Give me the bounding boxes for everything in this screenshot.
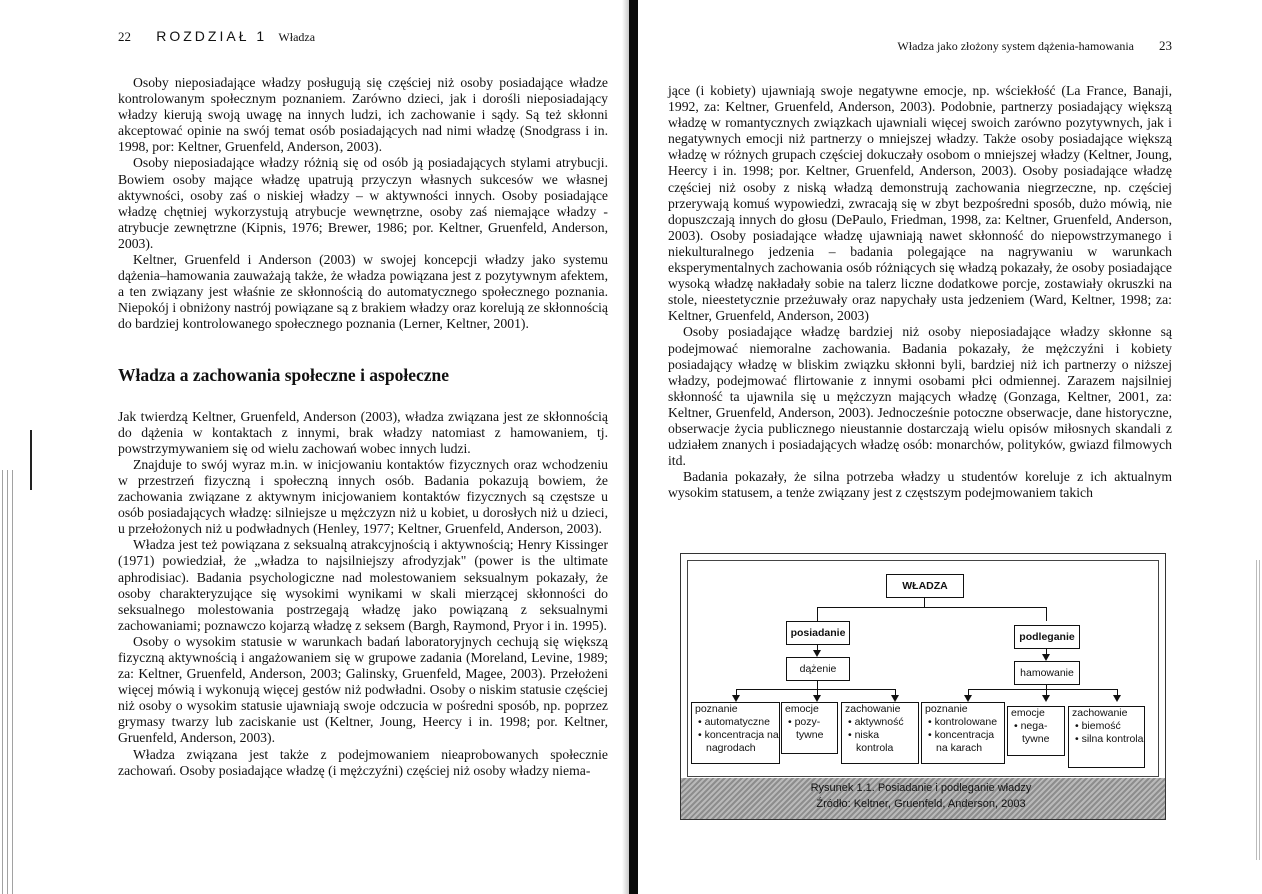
arrow-down-icon	[813, 650, 821, 657]
node-dazenie: dążenie	[786, 657, 850, 681]
paragraph: Osoby nieposiadające władzy posługują się częściej niż osoby posiadające władze kontrolowanym społecznym poznaniem. Zarówno dzieci, jak i dorośli nieposiadający władzy kierują swoją uwagę na innych ludzi, ich zachowanie i sądy. Są też skłonni akceptować opinie na swój temat osób posiadających nad nimi władzę (Snodgrass i in. 1998, por: Keltner, Gruenfeld, Anderson, 2003).	[118, 75, 608, 155]
node-wladza: WŁADZA	[886, 574, 964, 598]
arrow-down-icon	[1042, 654, 1050, 661]
node-podleganie: podleganie	[1014, 625, 1080, 649]
paragraph: jące (i kobiety) ujawniają swoje negatywne emocje, np. wściekłość (La France, Banaji, 1992, za: Keltner, Gruenfeld, Anderson, 2003). Podobnie, partnerzy posiadający większą władzę w romantycznych związkach ujawniali więcej swoich zarówno pozytywnych, jak i negatywnych emocji niż partnerzy o mniejszej władzy. Także osoby posiadające większą władzę w różnych grupach częściej dokuczały osobom o mniejszej władzy (Keltner, Joung, Heercy i in. 1998; por. Keltner, Gruenfeld, Anderson, 2003). Osoby posiadające władzę częściej niż osoby z niską władzą demonstrują zachowania niegrzeczne, np. częściej przerywają komuś wypowiedzi, zwracają się w zbyt bezpośredni sposób, dużo mówią, nie dopuszczają innych do głosu (DePaulo, Friedman, 1998, za: Keltner, Gruenfeld, Anderson, 2003). Osoby posiadające władzę ujawniają nawet skłonność do niepowstrzymanego i niekulturalnego jedzenia – badania polegające na nagrywaniu w warunkach eksperymentalnych zachowania osób różniących się władzą pokazały, że osoby posiadające wysoką władzę nakładały sobie na talerz liczne dodatkowe porcje, zostawiały okruszki na stole, nieestetycznie przeżuwały oraz napychały usta jedzeniem (Ward, Keltner, 1998; za: Keltner, Gruenfeld, Anderson, 2003)	[668, 83, 1172, 324]
left-page-number: 22	[118, 29, 131, 44]
leaf-item: • kontrolowane	[926, 716, 1004, 729]
arrow-down-icon	[1042, 695, 1050, 702]
node-posiadanie: posiadanie	[786, 621, 850, 645]
left-page-body	[118, 75, 608, 779]
page-edge-right	[1254, 560, 1262, 860]
leaf-title: emocje	[1011, 707, 1045, 719]
caption-line: Rysunek 1.1. Posiadanie i podleganie władzy	[810, 782, 1032, 794]
paragraph: Osoby posiadające władzę bardziej niż osoby nieposiadające władzy skłonne są podejmować niemoralne zachowania. Badania pokazały, że mężczyźni i kobiety posiadający władzę w bliskim związku skłonni byli, bardziej niż ich partnerzy o niższej władzy, podejmować flirtowanie z innymi osobami płci odmiennej. Zarazem najsilniej skłonność ta ujawnila się u mężczyzn mających władzę (Gonzaga, Keltner, 2001, za: Keltner, Gruenfeld, Anderson, 2003). Jednocześnie potoczne obserwacje, dane historyczne, obserwacje życia publicznego nieustannie dostarczają wielu opisów miłosnych skandali z udziałem znanych i posiadających władzę osób: monarchów, polityków, gwiazd filmowych itd.	[668, 324, 1172, 469]
diagram-frame	[687, 560, 1159, 777]
margin-mark	[30, 430, 32, 490]
connector	[1046, 607, 1047, 621]
leaf-title: poznanie	[695, 703, 738, 715]
caption-source: Źródło: Keltner, Gruenfeld, Anderson, 2003	[816, 798, 1026, 810]
connector	[968, 689, 1118, 690]
running-head-title: Władza jako złożony system dążenia-hamowania	[897, 39, 1134, 53]
leaf-title: zachowanie	[1072, 707, 1128, 719]
right-running-head	[897, 38, 1172, 54]
paragraph: Władza jest też powiązana z seksualną atrakcyjnością i aktywnością; Henry Kissinger (1971) powiedział, że „władza to najsilniejszy afrodyzjak" (power is the ultimate aphrodisiac). Badania psychologiczne nad molestowaniem seksualnym pokazały, że osoby charakteryzujące się wysokimi wynikami w skali mierzącej skłonności do seksualnego molestowania postrzegają władzę jako powiązaną z seksualnymi zachowaniami; poznawczo kojarzą władzę z seksem (Bargh, Raymond, Pryor i in. 1995).	[118, 537, 608, 633]
leaf-item: • niska kontrola	[846, 729, 918, 755]
leaf-item: • nega- tywne	[1012, 720, 1064, 746]
paragraph: Jak twierdzą Keltner, Gruenfeld, Anderson (2003), władza związana jest ze skłonnością do dążenia w kontaktach z innymi, brak władzy natomiast z hamowaniem, tj. powstrzymywaniem się od wielu zachowań wobec innych ludzi.	[118, 408, 608, 456]
paragraph: Keltner, Gruenfeld i Anderson (2003) w swojej koncepcji władzy jako systemu dążenia–hamowania zauważają także, że władza powiązana jest z pozytywnym afektem, a ten związany jest właśnie ze skłonnością do automatycznego społecznego poznania. Niepokój i obniżony nastrój powiązane są z brakiem władzy oraz korelują ze skłonnością do bardziej kontrolowanego społecznego poznania (Lerner, Keltner, 2001).	[118, 252, 608, 332]
leaf-item: • biemość	[1073, 720, 1144, 733]
leaf-item: • silna kontrola	[1073, 733, 1144, 746]
arrow-down-icon	[732, 695, 740, 702]
connector	[736, 689, 896, 690]
figure-caption	[681, 778, 1165, 819]
connector	[817, 607, 1047, 608]
leaf-title: poznanie	[925, 703, 968, 715]
right-page-body	[668, 83, 1172, 501]
leaf-zachowanie-aktywnosc	[841, 702, 919, 764]
leaf-zachowanie-biernosc	[1068, 706, 1145, 768]
leaf-emocje-pozytywne	[781, 702, 838, 754]
paragraph: Znajduje to swój wyraz m.in. w inicjowaniu kontaktów fizycznych oraz wchodzeniu w przestrzeń fizyczną i społeczną innych osób. Badania pokazują bowiem, że zachowania związane z aktywnym inicjowaniem kontaktów fizycznych są częstsze u osób posiadających władzę: silniejsze u mężczyzn niż u kobiet, u dorosłych niż u dzieci, u przełożonych niż u podwładnych (Henley, 1977; Keltner, Gruenfeld, Anderson, 2003).	[118, 456, 608, 537]
leaf-emocje-negatywne	[1007, 706, 1065, 756]
arrow-down-icon	[813, 695, 821, 702]
arrow-down-icon	[1113, 695, 1121, 702]
chapter-title: Władza	[278, 30, 316, 44]
paragraph: Osoby nieposiadające władzy różnią się od osób ją posiadających stylami atrybucji. Bowiem osoby mające władzę upatrują przyczyn własnych sukcesów we własnej aktywności, osoby zaś o niskiej władzy – w aktywności innych. Osoby posiadające władzę chętniej wykorzystują atrybucje wewnętrzne, osoby zaś niemające władzy - atrybucje zewnętrzne (Kipnis, 1976; Brewer, 1986; por. Keltner, Gruenfeld, Anderson, 2003).	[118, 155, 608, 251]
node-hamowanie: hamowanie	[1014, 661, 1080, 685]
binding-shadow	[622, 0, 629, 894]
leaf-item: • pozy- tywne	[786, 716, 837, 742]
leaf-item: • koncentracja na nagrodach	[696, 729, 779, 755]
figure-diagram	[680, 553, 1166, 820]
connector	[817, 607, 818, 621]
page-edge-left	[0, 470, 16, 894]
leaf-title: zachowanie	[845, 703, 901, 715]
leaf-poznanie-kontrolowane	[921, 702, 1005, 764]
right-page-number: 23	[1159, 38, 1172, 53]
section-title: Władza a zachowania społeczne i aspołeczne	[118, 364, 450, 385]
connector	[924, 597, 925, 607]
left-running-head	[118, 28, 315, 45]
leaf-poznanie-automatyczne	[691, 702, 780, 764]
leaf-item: • aktywność	[846, 716, 918, 729]
arrow-down-icon	[891, 695, 899, 702]
leaf-item: • koncentracja na karach	[926, 729, 1004, 755]
arrow-down-icon	[964, 695, 972, 702]
binding-gutter	[629, 0, 638, 894]
chapter-label: ROZDZIAŁ 1	[156, 28, 268, 44]
paragraph: Badania pokazały, że silna potrzeba władzy u studentów koreluje z ich aktualnym wysokim statusem, a tenże związany jest z częstszym podejmowaniem takich	[668, 469, 1172, 501]
leaf-item: • automatyczne	[696, 716, 779, 729]
paragraph: Osoby o wysokim statusie w warunkach badań laboratoryjnych cechują się większą fizyczną aktywnością i angażowaniem się w grupowe zadania (Moreland, Levine, 1989; za: Keltner, Gruenfeld, Anderson, 2003; Galinsky, Gruenfeld, Magee, 2003). Przełożeni więcej mówią i wykonują więcej gestów niż podwładni. Osoby o niskim statusie częściej niż osoby o wysokim statusie ujawniają swoje odczucia w pośredni sposób, np. poprzez grymasy twarzy lub zaciskanie ust (Keltner, Joung, Heercy i in. 1998; por. Keltner, Gruenfeld, Anderson, 2003).	[118, 633, 608, 746]
leaf-title: emocje	[785, 703, 819, 715]
paragraph: Władza związana jest także z podejmowaniem nieaprobowanych społecznie zachowań. Osoby posiadające władzę (i mężczyźni) częściej niż osoby władzy niema-	[118, 746, 608, 778]
